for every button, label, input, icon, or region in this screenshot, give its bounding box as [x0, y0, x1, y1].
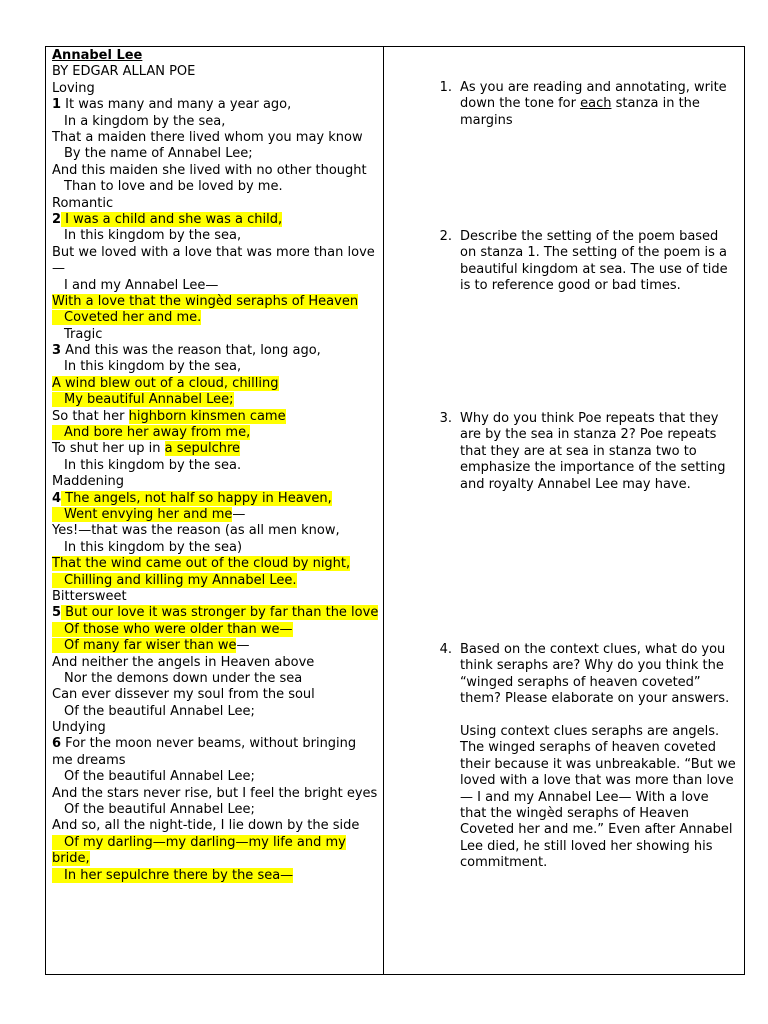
poem-line: And so, all the night-tide, I lie down by the side [52, 818, 360, 834]
answer-text: Using context clues seraphs are angels. The winged seraphs of heaven coveted their because it was unbreakable. “But we loved with a love that was more than love— I and my Annabel Lee— With a love that the wingèd seraphs of Heaven Coveted her and me.” Even after Annabel Lee died, he still loved her showing his commitment. [460, 724, 736, 871]
poem-line [52, 835, 380, 868]
stanza-number: 2 [52, 211, 62, 227]
highlighted-text: A wind blew out of a cloud, chilling [52, 375, 279, 391]
question-text: Describe the setting of the poem based on stanza 1. The setting of the poem is a beautiful kingdom at sea. The use of tide is to reference good or bad times. [460, 229, 728, 294]
poem-line: Of many far wiser than we— [52, 638, 380, 654]
poem-line: 3 And this was the reason that, long ago, [52, 343, 321, 359]
question-number: 4. [439, 642, 452, 657]
poem-line: Of the beautiful Annabel Lee; [64, 769, 255, 785]
poem-line [52, 294, 380, 310]
poem-line: By the name of Annabel Lee; [64, 146, 253, 162]
poem-line: In a kingdom by the sea, [64, 113, 226, 129]
stanza-number: 6 [52, 736, 62, 752]
highlighted-text: Chilling and killing my Annabel Lee. [52, 573, 297, 588]
highlighted-text: And bore her away from me, [52, 425, 250, 440]
poem-line [52, 376, 380, 392]
poem-line: In this kingdom by the sea. [64, 457, 242, 473]
poem-line: Yes!—that was the reason (as all men know, [52, 523, 340, 539]
poem-line: 6 For the moon never beams, without bringing me dreams [52, 736, 357, 768]
poem-title: Annabel Lee [52, 48, 143, 63]
highlighted-text: Of my darling—my darling—my life and my bride, [52, 834, 346, 867]
document-table [45, 46, 745, 975]
highlighted-text: My beautiful Annabel Lee; [52, 392, 234, 407]
tone-label: Maddening [52, 474, 125, 490]
tone-label: Tragic [64, 326, 103, 342]
question-number: 3. [439, 411, 452, 426]
highlighted-text: With a love that the wingèd seraphs of Heaven [52, 293, 359, 309]
poem-line: And this maiden she lived with no other thought [52, 162, 367, 178]
poem-line [52, 622, 380, 638]
poem-line: 1 It was many and many a year ago, [52, 97, 292, 113]
stanza-number: 3 [52, 343, 62, 359]
poem-line [52, 868, 380, 884]
highlighted-text: Coveted her and me. [52, 310, 201, 325]
question-number: 2. [439, 229, 452, 244]
stanza-number: 5 [52, 605, 62, 621]
highlighted-text: Of those who were older than we— [52, 622, 293, 637]
poem-line: Can ever dissever my soul from the soul [52, 687, 315, 703]
poem-line [52, 605, 380, 621]
question-text: As you are reading and annotating, write down the tone for each stanza in the margins [460, 80, 727, 128]
poem-line [52, 310, 380, 326]
poem-line: But we loved with a love that was more than love— [52, 244, 375, 277]
poem-line: Nor the demons down under the sea [64, 670, 303, 686]
highlighted-text: I was a child and she was a child, [61, 211, 283, 227]
tone-label: Romantic [52, 195, 114, 211]
poem-line [52, 425, 380, 441]
poem-line: In this kingdom by the sea, [64, 228, 242, 244]
poem-line: To shut her up in a sepulchre [52, 441, 241, 457]
poem-line: Of the beautiful Annabel Lee; [64, 703, 255, 719]
poem-author: BY EDGAR ALLAN POE [52, 64, 196, 80]
poem-line: So that her highborn kinsmen came [52, 408, 286, 424]
poem-column [52, 48, 380, 884]
highlighted-text: In her sepulchre there by the sea— [52, 868, 293, 883]
poem-line [52, 491, 380, 507]
poem-line: Went envying her and me— [52, 507, 380, 523]
tone-label: Undying [52, 720, 106, 736]
stanza-number: 1 [52, 97, 62, 113]
poem-line: Of the beautiful Annabel Lee; [64, 802, 255, 818]
highlighted-text: Went envying her and me [52, 507, 232, 522]
poem-line [52, 212, 380, 228]
poem-line: And neither the angels in Heaven above [52, 654, 315, 670]
highlighted-text: a sepulchre [164, 441, 241, 457]
column-divider [383, 47, 384, 974]
question-text: Based on the context clues, what do you think seraphs are? Why do you think the “winged seraphs of heaven coveted” them? Please elaborate on your answers. [460, 642, 730, 707]
question-text: Why do you think Poe repeats that they are by the sea in stanza 2? Poe repeats that they are at sea in stanza two to emphasize the importance of the setting and royalty Annabel Lee may have. [460, 411, 726, 492]
poem-line [52, 573, 380, 589]
poem-line: In this kingdom by the sea, [64, 359, 242, 375]
poem-line: I and my Annabel Lee— [64, 277, 219, 293]
stanza-number: 4 [52, 490, 62, 506]
tone-label: Bittersweet [52, 588, 127, 604]
highlighted-text: That the wind came out of the cloud by night, [52, 556, 351, 572]
highlighted-text: But our love it was stronger by far than the love [61, 605, 379, 621]
poem-line [52, 392, 380, 408]
underlined-word: each [580, 96, 612, 112]
highlighted-text: highborn kinsmen came [128, 408, 286, 424]
highlighted-text: The angels, not half so happy in Heaven, [61, 490, 332, 506]
highlighted-text: Of many far wiser than we [52, 638, 236, 653]
poem-line: And the stars never rise, but I feel the bright eyes [52, 785, 378, 801]
question-number: 1. [439, 80, 452, 95]
tone-label: Loving [52, 80, 95, 96]
poem-line [52, 556, 380, 572]
poem-line: In this kingdom by the sea) [64, 539, 243, 555]
poem-line: That a maiden there lived whom you may know [52, 129, 363, 145]
poem-line: Than to love and be loved by me. [64, 179, 283, 195]
